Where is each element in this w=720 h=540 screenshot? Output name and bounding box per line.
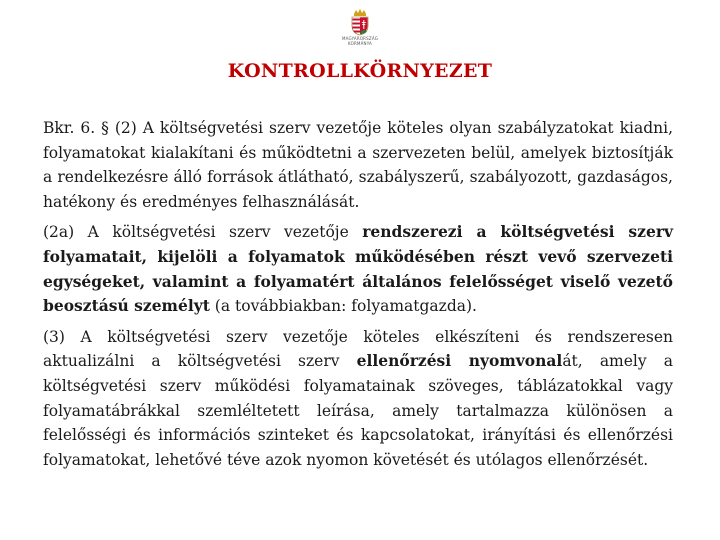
paragraph-bkr-6-3	[43, 325, 673, 473]
document-body	[43, 116, 673, 478]
crest-caption: MAGYARORSZÁG KORMÁNYA	[341, 36, 379, 46]
paragraph-bkr-6-2	[43, 116, 673, 214]
bold-emphasis: ellenőrzési nyomvonal	[356, 351, 563, 371]
paragraph-text: át, amely a költségvetési szerv működési folyamatainak szöveges, táblázatokkal vagy folyamatábrákkal szemléltetett leírása, amely tartalmazza különösen a felelősségi és információs szinteket és kapcsolatokat, irányítási és ellenőrzési folyamatokat, lehetővé téve azok nyomon követését és utólagos ellenőrzését.	[43, 352, 673, 469]
paragraph-text: (2a) A költségvetési szerv vezetője	[43, 223, 363, 242]
hungarian-crest-icon	[349, 8, 371, 36]
paragraph-text: Bkr. 6. § (2) A költségvetési szerv vezetője köteles olyan szabályzatokat kiadni, folyamatokat kialakítani és működtetni a szervezeten belül, amelyek biztosítják a rendelkezésre álló források átlátható, szabályszerű, szabályozott, gazdaságos, hatékony és eredményes felhasználását.	[43, 119, 673, 211]
page-title: KONTROLLKÖRNYEZET	[227, 60, 493, 82]
paragraph-text: (a továbbiakban: folyamatgazda).	[209, 297, 477, 316]
bold-emphasis: rendszerezi a költségvetési szerv folyamatait, kijelöli a folyamatok működésében részt vevő szervezeti egységeket, valamint a folyamatért általános felelősséget viselő vezető beosztású személyt	[43, 222, 673, 316]
paragraph-bkr-6-2a	[43, 220, 673, 318]
paragraph-text: (3) A költségvetési szerv vezetője köteles elkészíteni és rendszeresen aktualizálni a költségvetési szerv	[43, 327, 673, 371]
